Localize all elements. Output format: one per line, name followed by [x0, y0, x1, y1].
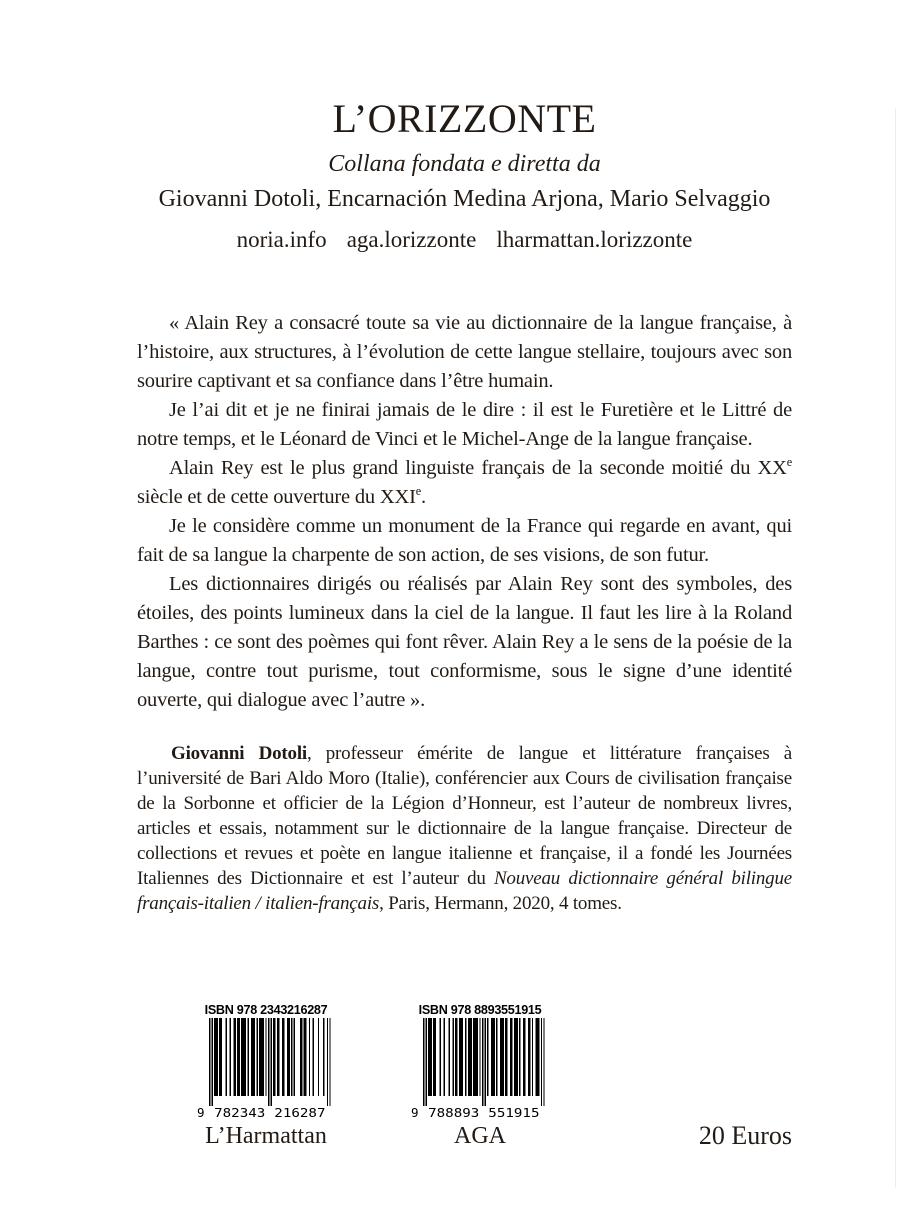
- barcode-harmattan-bars: [197, 1018, 335, 1120]
- scan-edge-line: [895, 108, 896, 1188]
- series-link-aga: aga.lorizzonte: [346, 227, 477, 252]
- barcode-aga-bars: [411, 1018, 549, 1120]
- barcode-aga: [411, 1002, 549, 1120]
- price-label: 20 Euros: [698, 1121, 792, 1150]
- svg-text:9: 9: [411, 1105, 419, 1120]
- series-title: L’ORIZZONTE: [332, 96, 597, 141]
- series-directors: Giovanni Dotoli, Encarnación Medina Arjona, Mario Selvaggio: [158, 186, 771, 212]
- series-links: [137, 227, 792, 253]
- series-link-lharmattan: lharmattan.lorizzonte: [496, 227, 693, 252]
- isbn-label-harmattan: ISBN 978 2343216287: [204, 1002, 328, 1017]
- series-header: [137, 0, 792, 253]
- svg-text:9: 9: [197, 1105, 205, 1120]
- publisher-label-harmattan: L’Harmattan: [205, 1123, 327, 1149]
- series-subtitle: Collana fondata e diretta da: [328, 151, 601, 177]
- svg-text:788893: 788893: [428, 1105, 480, 1120]
- publisher-label-aga: AGA: [454, 1123, 506, 1149]
- svg-text:551915: 551915: [488, 1105, 540, 1120]
- series-link-noria: noria.info: [236, 227, 327, 252]
- barcode-harmattan: [197, 1002, 335, 1120]
- svg-text:782343: 782343: [214, 1105, 266, 1120]
- author-bio: Giovanni Dotoli, professeur émérite de langue et littérature françaises à l’université de Bari Aldo Moro (Italie), conférencier aux Cours de civilisation française de la Sorbonne et officier de la Légion d’Honneur, est l’auteur de nombreux livres, articles et essais, notamment sur le dictionnaire de la langue française. Directeur de collections et revues et poète en langue italienne et française, il a fondé les Journées Italiennes des Dictionnaire et est l’auteur du Nouveau dictionnaire général bilingue français-italien / italien-français, Paris, Hermann, 2020, 4 tomes.: [137, 743, 792, 914]
- isbn-label-aga: ISBN 978 8893551915: [418, 1002, 542, 1017]
- quote-text: « Alain Rey a consacré toute sa vie au dictionnaire de la langue française, à l’histoire, aux structures, à l’évolution de cette langue stellaire, toujours avec son sourire captivant et sa confiance dans l’être humain. Je l’ai dit et je ne finirai jamais de le dire : il est le Furetière et le Littré de notre temps, et le Léonard de Vinci et le Michel-Ange de la langue française. Alain Rey est le plus grand linguiste français de la seconde moitié du XXe siècle et de cette ouverture du XXIe. Je le considère comme un monument de la France qui regarde en avant, qui fait de sa langue la charpente de son action, de ses visions, de son futur. Les dictionnaires dirigés ou réalisés par Alain Rey sont des symboles, des étoiles, des points lumineux dans la ciel de la langue. Il faut les lire à la Roland Barthes : ce sont des poèmes qui font rêver. Alain Rey a le sens de la poésie de la langue, contre tout purisme, tout conformisme, sous le signe d’une identité ouverte, qui dialogue avec l’autre ».: [137, 312, 792, 711]
- svg-text:216287: 216287: [274, 1105, 326, 1120]
